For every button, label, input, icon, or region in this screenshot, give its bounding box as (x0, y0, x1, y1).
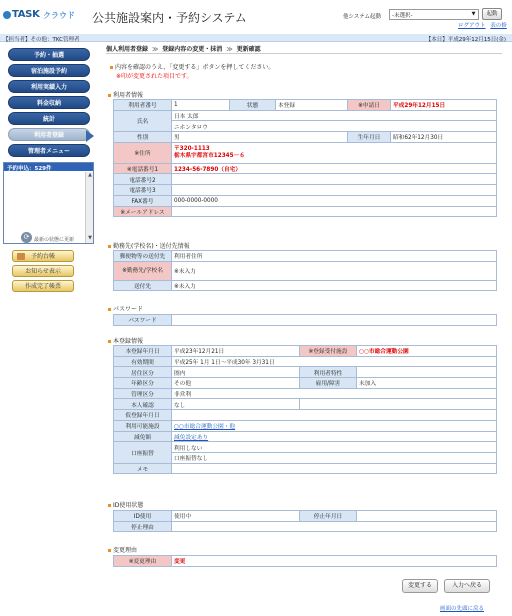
discount-link[interactable]: 減免設定あり (174, 434, 209, 441)
nav-user-registration[interactable]: 利用者登録 (8, 128, 90, 141)
nav-usage-input[interactable]: 利用実績入力 (8, 80, 90, 93)
table-row: 電話番号3 (114, 185, 497, 196)
table-row: 性別 男 生年月日 昭和62年12月30日 (114, 132, 497, 143)
table-row: ※変更理由 変更 (114, 556, 497, 567)
info-bar (0, 34, 512, 42)
table-row: 仮登録年月日 (114, 410, 497, 421)
table-row: 利用者番号 1 状態 本登録 ※申請日 平成29年12月15日 (114, 100, 497, 111)
active-arrow-icon (86, 130, 94, 142)
changed-note: ※印が変更された項目です。 (116, 73, 193, 80)
change-button[interactable]: 変更する (402, 579, 438, 593)
breadcrumb: 個人利用者登録 ≫ 登録内容の変更・抹消 ≫ 更新確認 (106, 46, 261, 53)
table-row: ※電話番号1 1234-56-7890（自宅） (114, 163, 497, 174)
table-row: 口座振替なし (114, 452, 497, 463)
section-user-info: 利用者情報 (108, 90, 143, 99)
table-row: 本登録年月日 平成23年12月21日 ※登録受付施設 ○○市総合運動公園 (114, 346, 497, 357)
pending-title: 予約申込：529件 (4, 163, 93, 171)
table-row: 氏名 日本 太郎 (114, 110, 497, 121)
operator-info: 【担当者】その他：TKC管理者 (3, 37, 80, 43)
breadcrumb-item: 登録内容の変更・抹消 (162, 46, 223, 53)
instruction-note: 内容を確認のうえ、「変更する」ボタンを押してください。 (110, 62, 274, 71)
table-row: ※勤務先/学校名 ※未入力 (114, 261, 497, 280)
table-row: 電話番号2 (114, 174, 497, 185)
book-icon (17, 253, 25, 260)
pending-scrollbar[interactable] (85, 172, 93, 243)
breadcrumb-item: 更新確認 (236, 46, 261, 53)
refresh-label: 最新の状態に更新 (34, 237, 75, 243)
launch-button[interactable]: 起動 (482, 8, 502, 20)
chevron-down-icon: ▼ (471, 11, 476, 17)
section-workplace: 勤務先(学校名)・送付先情報 (108, 241, 190, 250)
section-password: パスワード (108, 304, 143, 313)
nav-fee-collection[interactable]: 料金収納 (8, 96, 90, 109)
table-row: 年齢区分 その他 雇用/障害 未加入 (114, 378, 497, 389)
user-info-table (113, 99, 497, 217)
system-select-value: -未選択- (392, 13, 413, 19)
scroll-up-icon[interactable]: ▲ (88, 172, 92, 178)
table-row: 居住区分 圏内 利用者特性 (114, 367, 497, 378)
table-row: 口座振替 利用しない (114, 442, 497, 453)
table-row: ニホンタロウ (114, 121, 497, 132)
registration-table (113, 345, 497, 474)
table-row: 本人確認 なし (114, 399, 497, 410)
logout-link[interactable]: ログアウト (458, 23, 486, 29)
scroll-down-icon[interactable]: ▼ (88, 235, 92, 241)
system-select-label: 他システム起動 (343, 14, 381, 20)
back-to-input-button[interactable]: 入力へ戻る (444, 579, 490, 593)
id-status-table (113, 510, 497, 532)
nav-statistics[interactable]: 統計 (8, 112, 90, 125)
tool-completed-forms[interactable]: 作成完了帳票 (12, 280, 74, 292)
today-info: 【本日】平成29年12月15日(金) (425, 37, 506, 43)
nav-lodging[interactable]: 宿泊施設予約 (8, 64, 90, 77)
table-row: 停止理由 (114, 521, 497, 532)
header-link-2[interactable]: 表の修 (490, 23, 507, 29)
section-registration: 本登録情報 (108, 336, 143, 345)
table-row: 郵便物等の送付先 利用者住所 (114, 251, 497, 262)
table-row: ※住所 〒320-1113 栃木県宇都宮市12345－６ (114, 142, 497, 163)
nav-reservation[interactable]: 予約・抽選 (8, 48, 90, 61)
pending-list[interactable] (3, 162, 94, 244)
table-row: 減免額 減免設定あり (114, 431, 497, 442)
section-change-reason: 変更理由 (108, 545, 137, 554)
workplace-table (113, 250, 497, 291)
table-row: パスワード (114, 315, 497, 326)
logo (3, 9, 87, 23)
refresh-link[interactable] (23, 233, 75, 243)
table-row: 管理区分 非営利 (114, 388, 497, 399)
change-reason-table (113, 555, 497, 567)
header-links (455, 21, 507, 29)
logo-main: TASK (12, 9, 40, 20)
tool-reservation-ledger-label: 予約台帳 (30, 253, 55, 260)
system-title: 公共施設案内・予約システム (92, 11, 247, 25)
page-top-link[interactable]: 画面の先頭に戻る (440, 606, 485, 612)
refresh-icon: ⟳ (21, 232, 32, 243)
section-id-status: ID使用状態 (108, 500, 143, 509)
breadcrumb-item: 個人利用者登録 (106, 46, 149, 53)
tool-reservation-ledger[interactable] (12, 250, 74, 262)
table-row: ※メールアドレス (114, 206, 497, 217)
password-table (113, 314, 497, 326)
table-row: FAX番号 000-0000-0000 (114, 195, 497, 206)
facilities-link[interactable]: ○○市総合運動公園・他 (174, 424, 236, 431)
header (0, 0, 512, 34)
table-row: 送付先 ※未入力 (114, 280, 497, 291)
logo-sub: クラウド (43, 11, 75, 20)
nav-admin-menu[interactable]: 管理者メニュー (8, 144, 90, 157)
logo-icon (3, 11, 11, 19)
system-select[interactable] (389, 9, 479, 20)
table-row: 有効期間 平成25年 1月 1日～平成30年 3月31日 (114, 356, 497, 367)
tool-notice[interactable]: お知らせ表示 (12, 265, 74, 277)
table-row: メモ (114, 463, 497, 474)
table-row: ID使用 使用中 停止年月日 (114, 511, 497, 522)
table-row: 利用可能施設 ○○市総合運動公園・他 (114, 420, 497, 431)
